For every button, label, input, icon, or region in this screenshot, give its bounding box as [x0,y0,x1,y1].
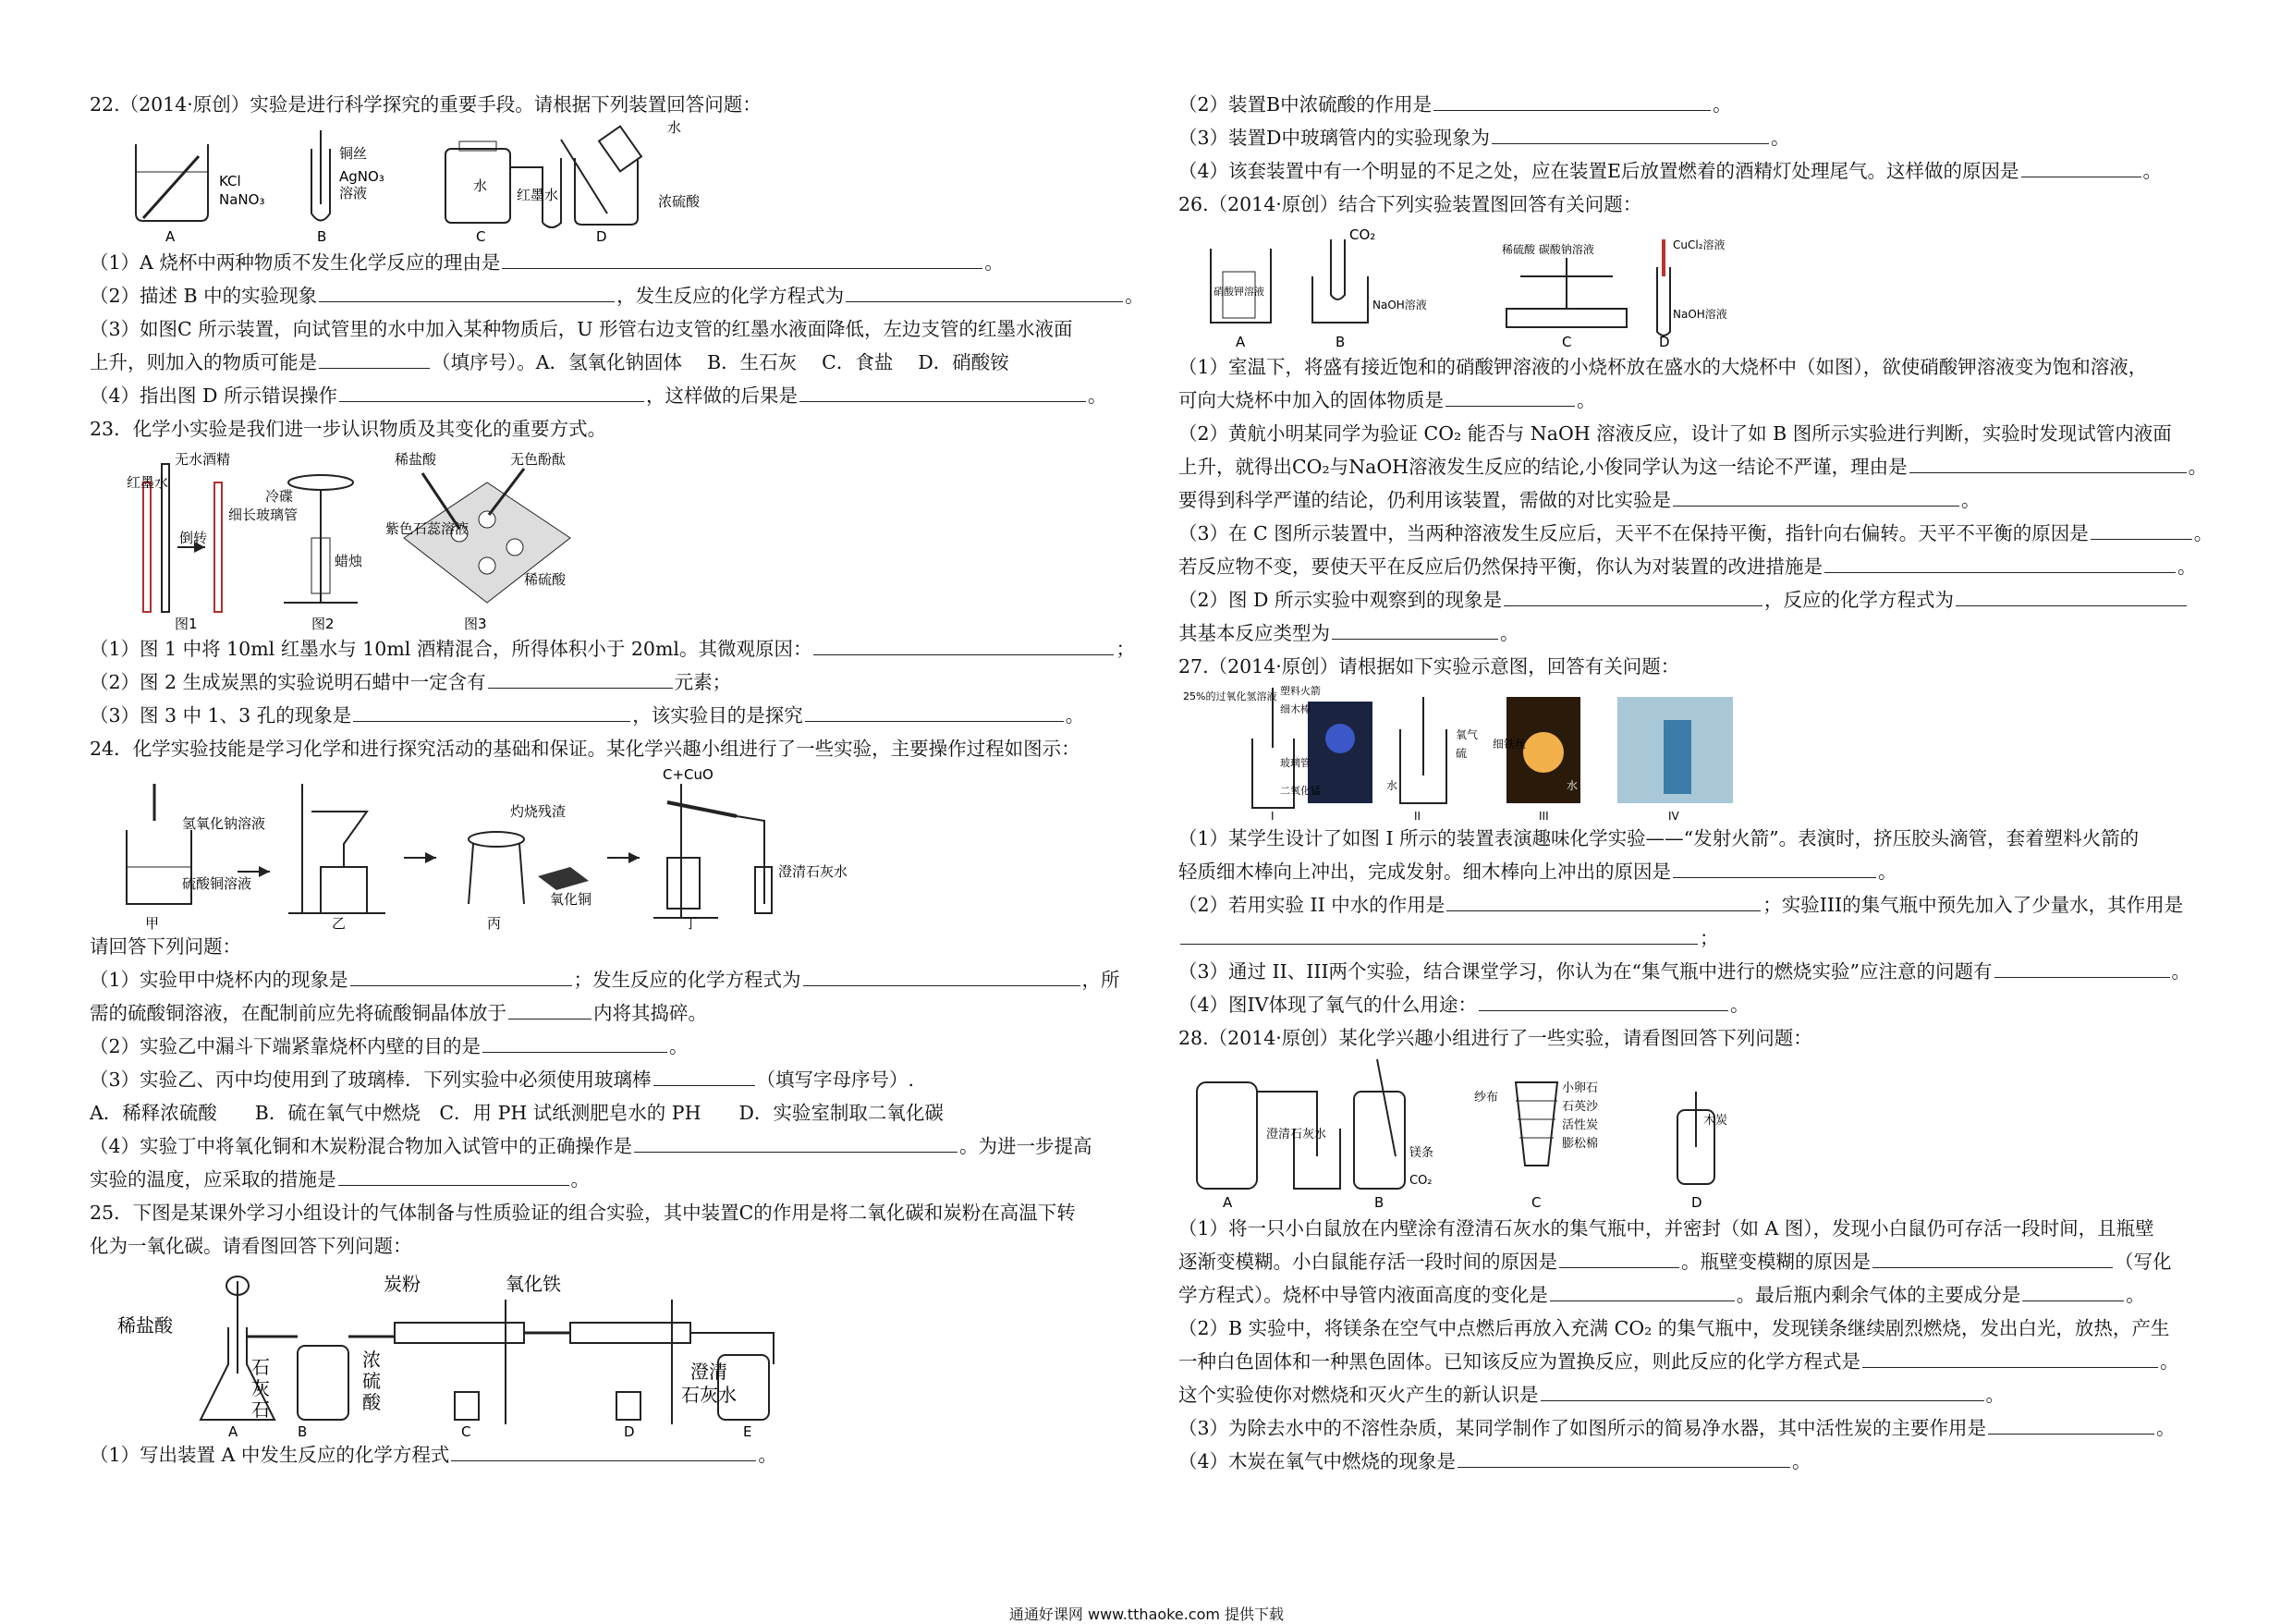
fig-rocket: 塑料火箭 [1280,685,1321,697]
q26-line-4: 上升，就得出CO₂与NaOH溶液发生反应的结论,小俊同学认为这一结论不严谨，理由是 。 [1178,456,2208,478]
q26-line-7: 若反应物不变，要使天平在反应后仍然保持平衡，你认为对装置的改进措施是 。 [1178,556,2197,578]
q24-line-4: （3）实验乙、丙中均使用到了玻璃棒．下列实验中必须使用玻璃棒 （填写字母序号）. [90,1068,915,1091]
fig-co2: CO₂ [1349,226,1376,243]
left-column [90,88,1144,1471]
q26-line-9: 其基本反应类型为 。 [1178,622,1519,644]
fig-invert: 倒转 [179,530,208,546]
q24-line-3: （2）实验乙中漏斗下端紧靠烧杯内壁的目的是 。 [90,1035,689,1057]
fig-D: D [624,1423,635,1440]
q24-line-1: （1）实验甲中烧杯内的现象是 ；发生反应的化学方程式为 ，所 [90,969,1120,991]
fig-phenol: 无色酚酞 [510,451,567,468]
q24-intro: 请回答下列问题： [90,935,241,958]
fig-D: D [1659,334,1670,350]
fig-ccuo: C+CuO [663,766,714,783]
fig-alcohol: 无水酒精 [175,451,231,468]
q28-line-6: 这个实验使你对燃烧和灭火产生的新认识是 。 [1178,1384,2005,1406]
q23-line-2: （2）图 2 生成炭黑的实验说明石蜡中一定含有 元素； [90,671,732,693]
fig-h2o2: 25%的过氧化氢溶液 [1183,690,1277,702]
fig-nano3-label: NaNO₃ [219,191,265,208]
fig-mg: 镁条 [1409,1146,1434,1160]
fig-redink-label: 红墨水 [517,187,559,203]
q28-line-3: 学方程式）。烧杯中导管内液面高度的变化是 。最后瓶内剩余气体的主要成分是 。 [1178,1284,2145,1306]
fig-III: III [1539,810,1549,823]
fig-fe2o3: 氧化铁 [506,1273,561,1295]
q27-stem: 27.（2014·原创）请根据如下实验示意图，回答有关问题： [1178,655,1680,678]
q24-line-5: A．稀释浓硫酸 B．硫在氧气中燃烧 C．用 PH 试纸测肥皂水的 PH D．实验室制取二氧化碳 [90,1102,944,1124]
fig-sulfur: 硫 [1456,747,1468,760]
fig-cucl2: CuCl₂溶液 [1673,238,1726,251]
q22-stem: 22.（2014·原创）实验是进行科学探究的重要手段。请根据下列装置回答问题： [90,93,762,116]
fig-hcl: 稀盐酸 [395,451,437,468]
fig-sand: 石英沙 [1562,1100,1599,1114]
fig-agno3-label: AgNO₃ [339,168,384,185]
q26-figure [1178,221,2227,350]
q28-line-8: （4）木炭在氧气中燃烧的现象是 。 [1178,1450,1811,1472]
fig-co2: CO₂ [1409,1174,1433,1188]
fig-o2: 氧气 [1456,728,1479,741]
fig-stick: 细木棒 [1280,703,1311,715]
fig-lime-1: 澄清 [690,1361,727,1383]
fig-limestone-3: 石 [251,1398,270,1421]
fig-na2co3: 稀硫酸 碳酸钠溶液 [1502,243,1594,256]
q25-figure [90,1263,1136,1438]
fig-yi: 乙 [332,915,347,932]
fig-lime: 澄清石灰水 [778,863,848,880]
q25-cont-line-2: （3）装置D中玻璃管内的实验现象为 。 [1178,127,1790,149]
fig-charcoal: 木炭 [1703,1114,1728,1128]
q27-line-6: （4）图IV体现了氧气的什么用途： 。 [1178,994,1750,1016]
fig-wire: 细铁丝 [1493,738,1527,751]
fig-B-label: B [317,228,327,245]
q25-line-2: 化为一氧化碳。请看图回答下列问题： [90,1235,412,1257]
fig-cold: 冷碟 [265,488,294,505]
q25-cont-line-1: （2）装置B中浓硫酸的作用是 。 [1178,93,1732,116]
q26-line-6: （3）在 C 图所示装置中，当两种溶液发生反应后，天平不在保持平衡，指针向右偏转。天平不平衡的原因是 。 [1178,522,2214,544]
q24-figure [90,765,1136,930]
fig-h2so4: 稀硫酸 [524,571,567,588]
fig-carbon: 炭粉 [384,1273,421,1295]
fig-cuo: 氧化铜 [550,891,592,908]
fig-D-label: D [596,228,607,245]
q28-line-4: （2）B 实验中，将镁条在空气中点燃后再放入充满 CO₂ 的集气瓶中，发现镁条继续剧烈燃烧，发出白光，放热，产生 [1178,1317,2170,1339]
fig-gauze: 纱布 [1474,1091,1499,1105]
q22-figure [90,121,1136,246]
fig-cotton: 膨松棉 [1562,1137,1599,1151]
q23-figure [90,446,1136,632]
fig-pebble: 小卵石 [1562,1081,1599,1095]
fig-solution-label: 溶液 [339,185,368,201]
fig-lime: 澄清石灰水 [1266,1128,1327,1142]
q27-apparatus-drawing [1178,683,1825,822]
fig-litmus: 紫色石蕊溶液 [385,520,470,537]
fig-ding: 丁 [684,915,699,932]
fig-cuso4: 硫酸铜溶液 [182,875,252,892]
fig-acid-1: 浓 [362,1349,381,1371]
q24-line-2: 需的硫酸铜溶液，在配制前应先将硫酸铜晶体放于 内将其捣碎。 [90,1002,707,1024]
fig-bing: 丙 [487,915,502,932]
q27-figure [1178,683,2227,822]
q22-line-1: （1）A 烧杯中两种物质不发生化学反应的理由是 。 [90,251,1004,274]
q24-line-6: （4）实验丁中将氧化铜和木炭粉混合物加入试管中的正确操作是 。为进一步提高 [90,1135,1092,1157]
fig-water-c-label: 水 [473,177,488,194]
fig-burn: 灼烧残渣 [510,803,567,820]
fig-mno2: 二氧化锰 [1280,785,1321,797]
fig-C: C [461,1423,471,1440]
q24-line-7: 实验的温度，应采取的措施是 。 [90,1168,590,1191]
q28-stem: 28.（2014·原创）某化学兴趣小组进行了一些实验，请看图回答下列问题： [1178,1027,1812,1049]
fig-water2: 水 [1567,779,1579,792]
q22-apparatus-drawing [90,121,792,246]
fig-limestone-2: 灰 [251,1377,270,1399]
q25-line-3: （1）写出装置 A 中发生反应的化学方程式 。 [90,1444,777,1466]
fig-wire-label: 铜丝 [339,145,368,162]
fig-lime-2: 石灰水 [681,1384,737,1406]
fig-glass: 玻璃管 [1280,757,1311,769]
q26-line-3: （2）黄航小明某同学为验证 CO₂ 能否与 NaOH 溶液反应，设计了如 B 图所示实验进行判断，实验时发现试管内液面 [1178,422,2172,445]
fig-naoh-b: NaOH溶液 [1372,299,1427,311]
q26-line-1: （1）室温下，将盛有接近饱和的硝酸钾溶液的小烧杯放在盛水的大烧杯中（如图），欲使硝酸钾溶液变为饱和溶液， [1178,356,2148,378]
q26-apparatus-drawing [1178,221,1733,350]
q23-stem: 23．化学小实验是我们进一步认识物质及其变化的重要方式。 [90,418,607,440]
fig-E: E [743,1423,752,1440]
q27-line-3: （2）若用实验 II 中水的作用是 ；实验III的集气瓶中预先加入了少量水，其作用是 [1178,894,2184,916]
q23-line-3: （3）图 3 中 1、3 孔的现象是 ，该实验目的是探究 。 [90,704,1085,727]
q28-line-5: 一种白色固体和一种黑色固体。已知该反应为置换反应，则此反应的化学方程式是 。 [1178,1350,2179,1373]
q22-line-4: 上升，则加入的物质可能是 （填序号）。A．氢氧化钠固体 B．生石灰 C．食盐 D．硝酸铵 [90,351,1009,373]
footer-text: 通通好课网 www.tthaoke.com 提供下载 [1004,1606,1289,1623]
fig-water-d-label: 水 [667,119,682,136]
fig-D: D [1691,1194,1702,1211]
q24-apparatus-drawing [90,765,848,932]
q26-line-8: （2）图 D 所示实验中观察到的现象是 ，反应的化学方程式为 [1178,583,2227,617]
fig-I: I [1271,810,1275,823]
q25-apparatus-drawing [90,1263,792,1438]
fig-tube: 细长玻璃管 [228,507,299,523]
q27-line-5: （3）通过 II、III两个实验，结合课堂学习，你认为在“集气瓶中进行的燃烧实验”应注意的问题有 。 [1178,960,2191,983]
fig-jia: 甲 [145,915,160,932]
q23-line-1: （1）图 1 中将 10ml 红墨水与 10ml 酒精混合，所得体积小于 20ml。其微观原因： ； [90,638,1135,660]
q28-line-2: 逐渐变模糊。小白鼠能存活一段时间的原因是 。瓶壁变模糊的原因是 （写化 [1178,1251,2172,1273]
fig-A: A [228,1423,238,1440]
fig-II: II [1414,810,1421,823]
fig-acid-2: 硫 [362,1370,381,1392]
q28-line-1: （1）将一只小白鼠放在内壁涂有澄清石灰水的集气瓶中，并密封（如 A 图），发现小白鼠仍可存活一段时间，且瓶壁 [1178,1217,2154,1239]
q25-line-1: 25．下图是某课外学习小组设计的气体制备与性质验证的组合实验，其中装置C的作用是将二氧化碳和炭粉在高温下转 [90,1202,1076,1224]
fig-C: C [1562,334,1572,350]
fig-A-label: A [165,228,176,245]
q28-line-7: （3）为除去水中的不溶性杂质，某同学制作了如图所示的简易净水器，其中活性炭的主要作用是 。 [1178,1417,2176,1439]
q28-figure [1178,1055,2227,1212]
fig-B: B [1374,1194,1384,1211]
q23-apparatus-drawing [90,446,607,632]
q25-cont-line-3: （4）该套装置中有一个明显的不足之处，应在装置E后放置燃着的酒精灯处理尾气。这样做的原因是 。 [1178,160,2163,182]
fig-kcl-label: KCl [219,173,241,189]
fig-B: B [1336,334,1346,350]
q28-apparatus-drawing [1178,1055,1733,1212]
q22-line-5: （4）指出图 D 所示错误操作 ，这样做的后果是 。 [90,385,1107,407]
fig-acid-label: 浓硫酸 [658,193,701,210]
fig-kno3: 硝酸钾溶液 [1214,286,1264,298]
right-column [1178,88,2227,1478]
q22-line-3: （3）如图C 所示装置，向试管里的水中加入某种物质后，U 形管右边支管的红墨水液面降低，左边支管的红墨水液面 [90,318,1073,340]
q27-line-1: （1）某学生设计了如图 I 所示的装置表演趣味化学实验——“发射火箭”。表演时，挤压胶头滴管，套着塑料火箭的 [1178,827,2140,849]
fig1-label: 图1 [175,616,198,632]
q22-line-2: （2）描述 B 中的实验现象 ，发生反应的化学方程式为 。 [90,285,1144,307]
fig-acid-3: 酸 [362,1391,381,1413]
fig-candle: 蜡烛 [335,553,363,569]
fig-redink: 红墨水 [127,474,169,491]
fig-hcl: 稀盐酸 [117,1314,173,1337]
fig-B: B [298,1423,308,1440]
q27-line-2: 轻质细木棒向上冲出，完成发射。细木棒向上冲出的原因是 。 [1178,861,1897,883]
fig-limestone-1: 石 [251,1356,270,1378]
page-footer [0,1603,2293,1624]
fig-A: A [1223,1194,1233,1211]
q26-line-5: 要得到科学严谨的结论，仍利用该装置，需做的对比实验是 。 [1178,489,1981,511]
fig-C-label: C [476,228,486,245]
fig-A: A [1236,334,1246,350]
fig2-label: 图2 [311,616,335,632]
fig-water: 水 [1386,779,1398,792]
q26-line-2: 可向大烧杯中加入的固体物质是 。 [1178,389,1596,411]
fig3-label: 图3 [464,616,487,632]
fig-C: C [1531,1194,1542,1211]
q26-stem: 26.（2014·原创）结合下列实验装置图回答有关问题： [1178,193,1642,215]
fig-naoh-d: NaOH溶液 [1673,308,1727,321]
fig-IV: IV [1668,810,1679,823]
q24-stem: 24．化学实验技能是学习化学和进行探究活动的基础和保证。某化学兴趣小组进行了一些实验，主要操作过程如图示： [90,738,1080,760]
fig-naoh: 氢氧化钠溶液 [182,815,266,832]
fig-carbon: 活性炭 [1562,1118,1599,1132]
q27-line-4: ； [1178,922,2227,955]
